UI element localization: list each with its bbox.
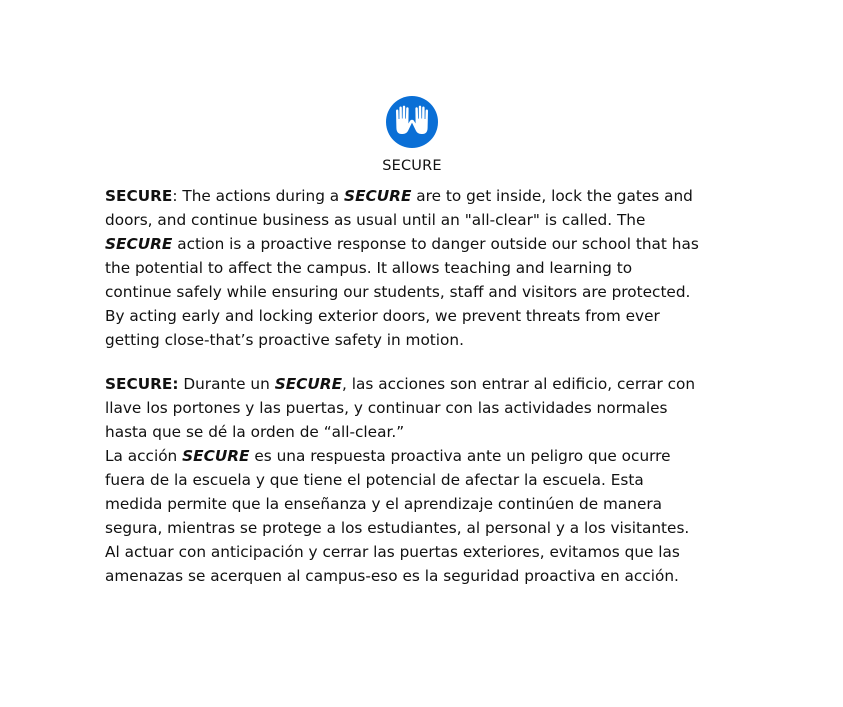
text-line: getting close-that’s proactive safety in motion. [105,331,464,349]
text-line: SECURE action is a proactive response to danger outside our school that has [105,235,699,253]
text-line: continue safely while ensuring our students, staff and visitors are protected. [105,283,691,301]
term-emphasis: SECURE [182,447,250,465]
text-line: La acción SECURE es una respuesta proactiva ante un peligro que ocurre [105,447,671,465]
text-line: hasta que se dé la orden de “all-clear.” [105,423,405,441]
text-line: amenazas se acerquen al campus-eso es la seguridad proactiva en acción. [105,567,679,585]
english-paragraph [105,184,729,352]
text-line: SECURE: Durante un SECURE, las acciones son entrar al edificio, cerrar con [105,375,696,393]
icon-caption: SECURE [382,158,442,174]
text-line: the potential to affect the campus. It allows teaching and learning to [105,259,633,277]
text-line: medida permite que la enseñanza y el aprendizaje continúen de manera [105,495,663,513]
text-line: llave los portones y las puertas, y continuar con las actividades normales [105,399,668,417]
spanish-paragraph [105,372,729,588]
secure-badge [386,96,438,148]
text-line: segura, mientras se protege a los estudiantes, al personal y a los visitantes. [105,519,690,537]
protocol-description [105,184,729,588]
term-label: SECURE: [105,375,179,393]
text-line: Al actuar con anticipación y cerrar las puertas exteriores, evitamos que las [105,543,680,561]
text-line: By acting early and locking exterior doors, we prevent threats from ever [105,307,660,325]
text-line: doors, and continue business as usual until an "all-clear" is called. The [105,211,646,229]
term-emphasis: SECURE [274,375,343,393]
text-line: SECURE: The actions during a SECURE are to get inside, lock the gates and [105,187,693,205]
term-emphasis: SECURE [344,187,412,205]
raised-hands-icon [392,105,432,139]
text-line: fuera de la escuela y que tiene el potencial de afectar la escuela. Esta [105,471,644,489]
term-emphasis: SECURE [105,235,173,253]
term-label: SECURE [105,187,173,205]
